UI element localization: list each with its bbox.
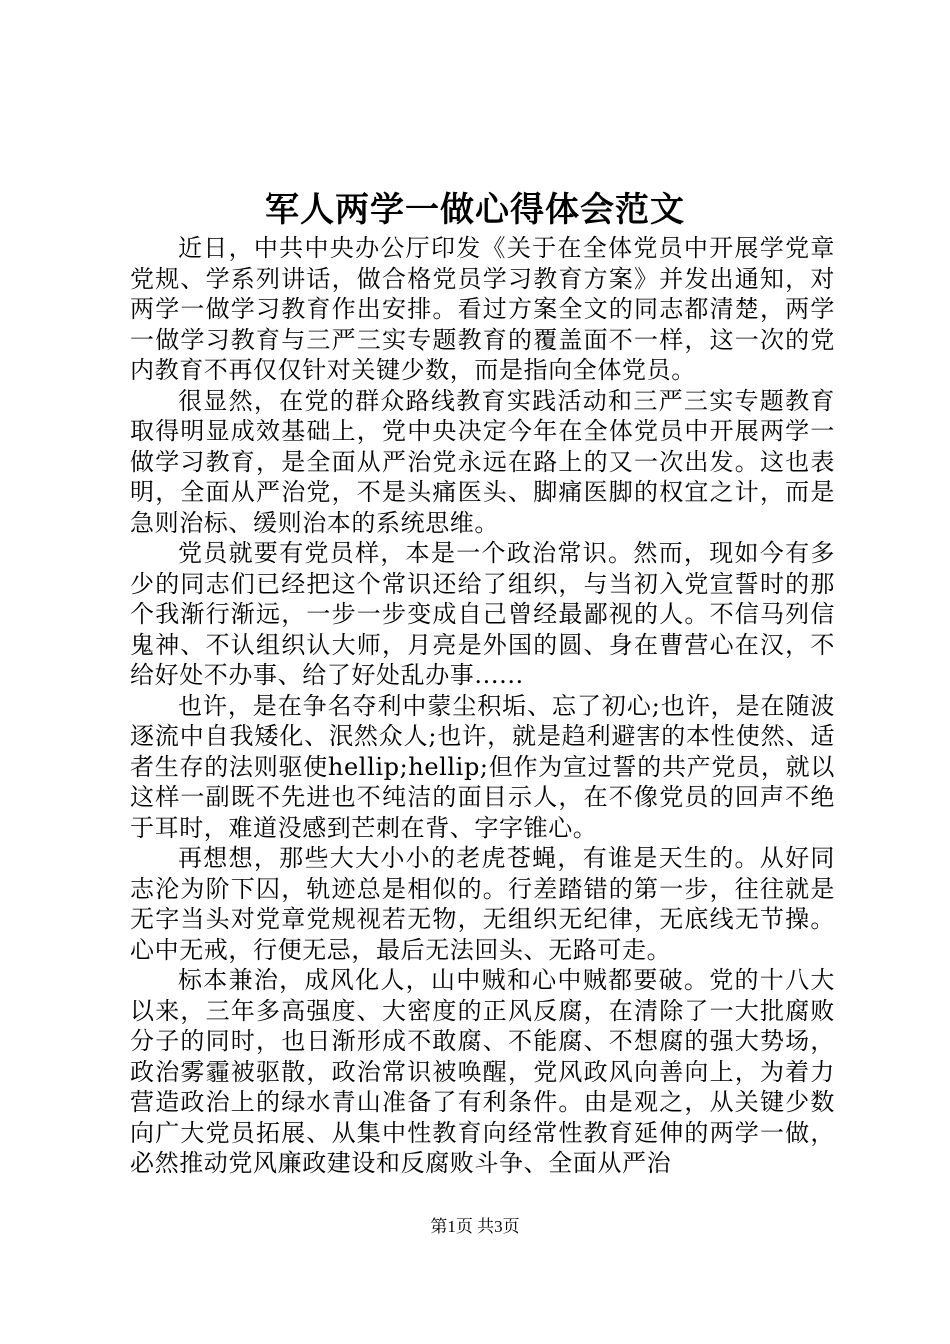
document-title: 军人两学一做心得体会范文	[265, 190, 685, 230]
paragraph-4: 也许，是在争名夺利中蒙尘积垢、忘了初心;也许，是在随波逐流中自我矮化、泯然众人;也许，就是趋利避害的本性使然、适者生存的法则驱使hellip;hellip;但作为宣过誓的共产党员，就以这样一副既不先进也不纯洁的面目示人，在不像党员的回声不绝于耳时，难道没感到芒刺在背、字字锥心。	[130, 691, 835, 842]
document-body	[130, 233, 835, 1179]
page-number-footer: 第1页 共3页	[430, 1217, 520, 1236]
paragraph-6: 标本兼治，成风化人，山中贼和心中贼都要破。党的十八大以来，三年多高强度、大密度的正风反腐，在清除了一大批腐败分子的同时，也日渐形成不敢腐、不能腐、不想腐的强大势场，政治雾霾被驱散，政治常识被唤醒，党风政风向善向上，为着力营造政治上的绿水青山准备了有利条件。由是观之，从关键少数向广大党员拓展、从集中性教育向经常性教育延伸的两学一做，必然推动党风廉政建设和反腐败斗争、全面从严治	[130, 966, 835, 1177]
paragraph-3: 党员就要有党员样，本是一个政治常识。然而，现如今有多少的同志们已经把这个常识还给了组织，与当初入党宣誓时的那个我渐行渐远，一步一步变成自己曾经最鄙视的人。不信马列信鬼神、不认组织认大师，月亮是外国的圆、身在曹营心在汉，不给好处不办事、给了好处乱办事......	[130, 539, 835, 689]
paragraph-5: 再想想，那些大大小小的老虎苍蝇，有谁是天生的。从好同志沦为阶下囚，轨迹总是相似的。行差踏错的第一步，往往就是无字当头对党章党规视若无物，无组织无纪律，无底线无节操。心中无戒，行便无忌，最后无法回头、无路可走。	[130, 844, 835, 964]
paragraph-2: 很显然，在党的群众路线教育实践活动和三严三实专题教育取得明显成效基础上，党中央决定今年在全体党员中开展两学一做学习教育，是全面从严治党永远在路上的又一次出发。这也表明，全面从严治党，不是头痛医头、脚痛医脚的权宜之计，而是急则治标、缓则治本的系统思维。	[130, 386, 835, 537]
paragraph-1: 近日，中共中央办公厅印发《关于在全体党员中开展学党章党规、学系列讲话，做合格党员学习教育方案》并发出通知，对两学一做学习教育作出安排。看过方案全文的同志都清楚，两学一做学习教育与三严三实专题教育的覆盖面不一样，这一次的党内教育不再仅仅针对关键少数，而是指向全体党员。	[130, 234, 835, 384]
